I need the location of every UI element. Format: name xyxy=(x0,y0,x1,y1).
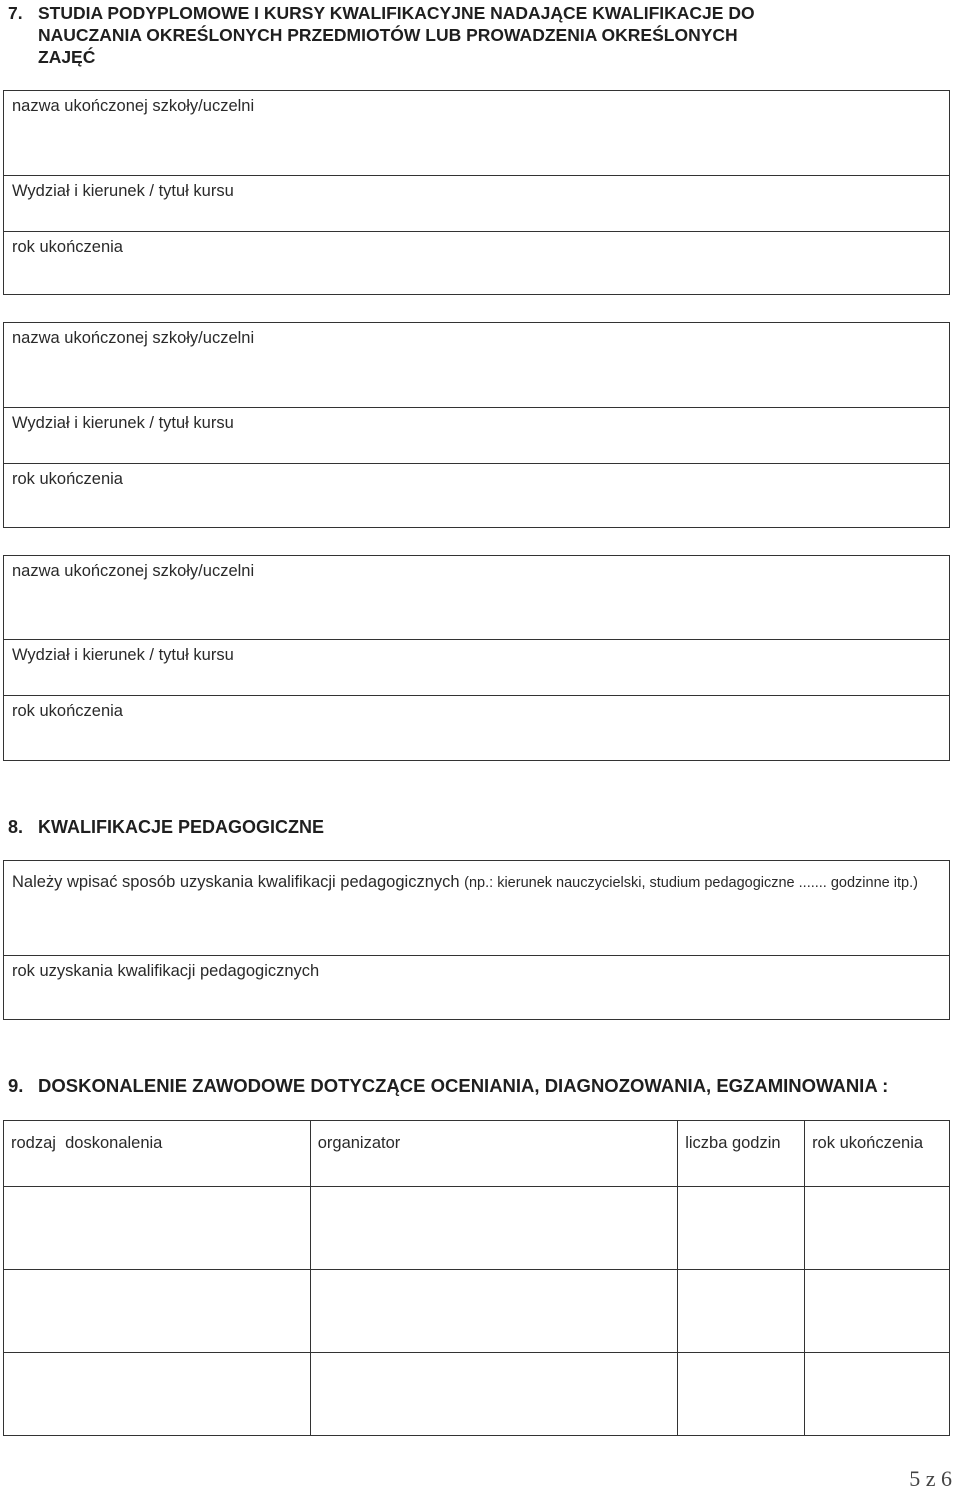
table-cell[interactable] xyxy=(805,1353,950,1436)
school-name-label: nazwa ukończonej szkoły/uczelni xyxy=(12,562,255,580)
school-name-label: nazwa ukończonej szkoły/uczelni xyxy=(12,97,255,115)
table-row xyxy=(4,1270,950,1353)
qualification-year-field[interactable] xyxy=(4,955,949,1019)
faculty-field[interactable] xyxy=(4,175,949,231)
table-cell[interactable] xyxy=(805,1270,950,1353)
section-7-title-part-1: STUDIA PODYPLOMOWE I KURSY KWALIFIKACYJNE NADAJĄCE KWALIFIKACJE DO xyxy=(38,3,755,23)
school-name-field[interactable] xyxy=(4,323,949,407)
education-block-3 xyxy=(3,555,950,761)
table-cell[interactable] xyxy=(4,1353,311,1436)
column-header-hours: liczba godzin xyxy=(678,1121,805,1187)
column-header-organizer: organizator xyxy=(310,1121,677,1187)
school-name-label: nazwa ukończonej szkoły/uczelni xyxy=(12,329,255,347)
table-cell[interactable] xyxy=(678,1353,805,1436)
section-9-number: 9. xyxy=(8,1075,24,1096)
completion-year-field[interactable] xyxy=(4,463,949,527)
completion-year-label: rok ukończenia xyxy=(12,702,123,720)
pedagogical-qualifications-block xyxy=(3,860,950,1020)
table-cell[interactable] xyxy=(678,1187,805,1270)
education-block-2 xyxy=(3,322,950,528)
qualification-year-label: rok uzyskania kwalifikacji pedagogicznych xyxy=(12,962,320,980)
section-7-heading xyxy=(8,2,953,68)
faculty-label: Wydział i kierunek / tytuł kursu xyxy=(12,182,234,200)
qualification-instruction-note: (np.: kierunek nauczycielski, studium pedagogiczne ....... godzinne itp.) xyxy=(464,875,918,891)
table-row xyxy=(4,1353,950,1436)
table-cell[interactable] xyxy=(678,1270,805,1353)
completion-year-label: rok ukończenia xyxy=(12,470,123,488)
education-block-1 xyxy=(3,90,950,295)
qualification-instruction: Należy wpisać sposób uzyskania kwalifikacji pedagogicznych xyxy=(12,873,460,891)
completion-year-field[interactable] xyxy=(4,695,949,760)
table-header-row xyxy=(4,1121,950,1187)
qualification-method-label xyxy=(12,867,944,898)
table-cell[interactable] xyxy=(310,1187,677,1270)
table-row xyxy=(4,1187,950,1270)
faculty-field[interactable] xyxy=(4,407,949,463)
table-cell[interactable] xyxy=(310,1353,677,1436)
section-7-number: 7. xyxy=(8,3,23,23)
table-cell[interactable] xyxy=(310,1270,677,1353)
column-header-completion-year: rok ukończenia xyxy=(805,1121,950,1187)
section-7-heading-line-1 xyxy=(8,2,953,24)
section-7-title-part-3: ZAJĘĆ xyxy=(38,47,96,67)
section-7-title-part-2: NAUCZANIA OKREŚLONYCH PRZEDMIOTÓW LUB PROWADZENIA OKREŚLONYCH xyxy=(38,25,738,45)
section-9-heading xyxy=(8,1074,888,1098)
section-8-number: 8. xyxy=(8,817,24,837)
completion-year-label: rok ukończenia xyxy=(12,238,123,256)
section-8-title: KWALIFIKACJE PEDAGOGICZNE xyxy=(38,817,325,837)
professional-development-table xyxy=(3,1120,950,1436)
page-number: 5 z 6 xyxy=(909,1466,952,1490)
school-name-field[interactable] xyxy=(4,91,949,175)
school-name-field[interactable] xyxy=(4,556,949,639)
faculty-field[interactable] xyxy=(4,639,949,695)
faculty-label: Wydział i kierunek / tytuł kursu xyxy=(12,646,234,664)
table-cell[interactable] xyxy=(805,1187,950,1270)
table-cell[interactable] xyxy=(4,1270,311,1353)
completion-year-field[interactable] xyxy=(4,231,949,294)
section-9-title: DOSKONALENIE ZAWODOWE DOTYCZĄCE OCENIANIA, DIAGNOZOWANIA, EGZAMINOWANIA : xyxy=(38,1075,889,1096)
faculty-label: Wydział i kierunek / tytuł kursu xyxy=(12,414,234,432)
section-8-heading xyxy=(8,816,324,838)
column-header-training-type: rodzaj doskonalenia xyxy=(4,1121,311,1187)
table-cell[interactable] xyxy=(4,1187,311,1270)
qualification-method-field[interactable] xyxy=(4,861,949,955)
